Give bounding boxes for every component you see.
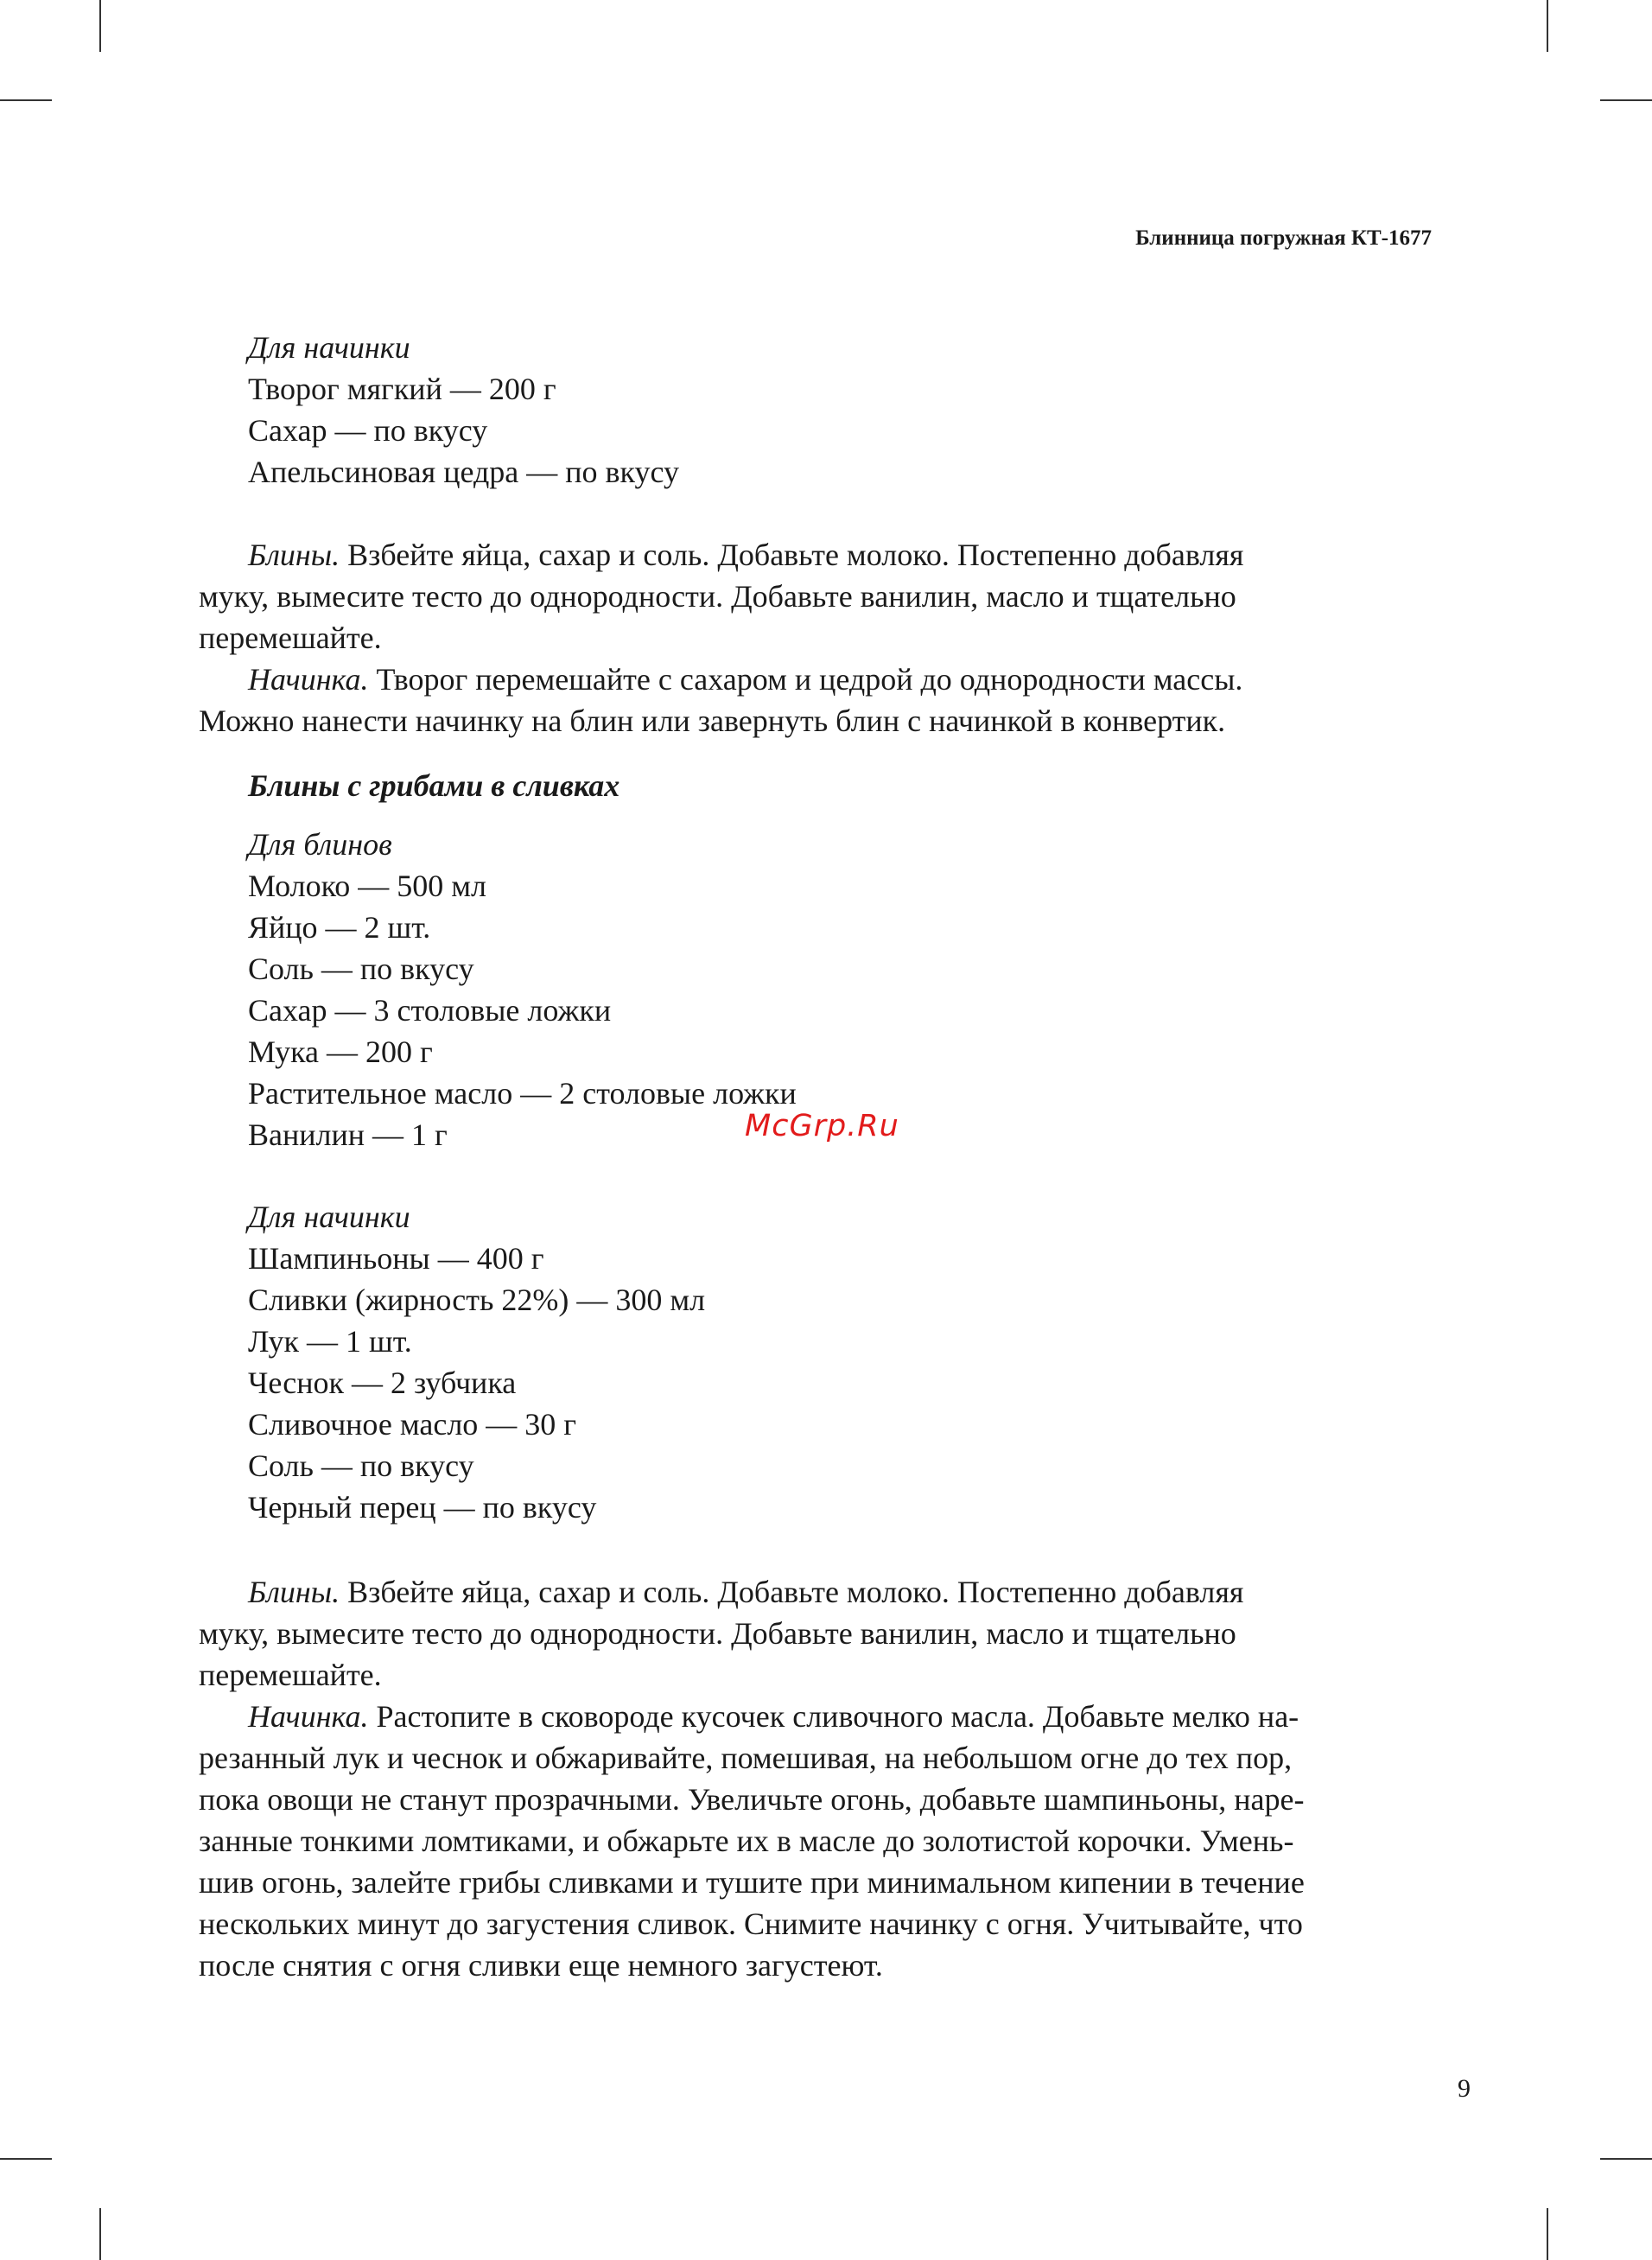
paragraph-label: Блины. — [248, 1575, 340, 1609]
crop-mark — [1547, 0, 1548, 52]
paragraph-text: перемешайте. — [199, 1658, 382, 1692]
paragraph-text: перемешайте. — [199, 621, 382, 655]
paragraph-text: Взбейте яйца, сахар и соль. Добавьте молоко. Постепенно добавляя — [340, 538, 1244, 572]
paragraph-text: муку, вымесите тесто до однородности. Добавьте ванилин, масло и тщательно — [199, 1616, 1236, 1651]
watermark: McGrp.Ru — [745, 1109, 899, 1143]
crop-mark — [1600, 99, 1652, 101]
ingredient-item: Ванилин — 1 г — [248, 1117, 448, 1152]
paragraph-text: муку, вымесите тесто до однородности. Добавьте ванилин, масло и тщательно — [199, 579, 1236, 614]
filling-heading: Для начинки — [248, 1200, 410, 1234]
paragraph-text: Растопите в сковороде кусочек сливочного масла. Добавьте мелко на- — [368, 1699, 1299, 1734]
crop-mark — [99, 2208, 101, 2260]
paragraph-text: шив огонь, залейте грибы сливками и тушите при минимальном кипении в течение — [199, 1865, 1305, 1900]
ingredient-item: Творог мягкий — 200 г — [248, 372, 556, 406]
ingredient-item: Сливки (жирность 22%) — 300 мл — [248, 1283, 706, 1317]
ingredient-item: Чеснок — 2 зубчика — [248, 1366, 517, 1400]
paragraph-text: пока овощи не станут прозрачными. Увеличьте огонь, добавьте шампиньоны, наре- — [199, 1782, 1305, 1817]
paragraph-text: Взбейте яйца, сахар и соль. Добавьте молоко. Постепенно добавляя — [340, 1575, 1244, 1609]
ingredient-item: Черный перец — по вкусу — [248, 1490, 597, 1525]
instruction-paragraph — [199, 534, 1426, 742]
filling-heading: Для начинки — [248, 330, 410, 365]
blini-heading: Для блинов — [248, 827, 392, 862]
ingredient-item: Яйцо — 2 шт. — [248, 910, 431, 945]
paragraph-label: Начинка. — [248, 1699, 369, 1734]
paragraph-text: нескольких минут до загустения сливок. Снимите начинку с огня. Учитывайте, что — [199, 1907, 1303, 1941]
paragraph-text: после снятия с огня сливки еще немного загустеют. — [199, 1948, 883, 1983]
running-header: Блинница погружная КТ-1677 — [1135, 226, 1432, 250]
ingredient-item: Шампиньоны — 400 г — [248, 1241, 544, 1276]
crop-mark — [99, 0, 101, 52]
ingredient-item: Мука — 200 г — [248, 1035, 433, 1069]
paragraph-text: Творог перемешайте с сахаром и цедрой до однородности массы. — [368, 662, 1243, 697]
paragraph-text: занные тонкими ломтиками, и обжарьте их в масле до золотистой корочки. Умень- — [199, 1824, 1294, 1858]
ingredient-item: Сливочное масло — 30 г — [248, 1407, 577, 1442]
ingredient-item: Апельсиновая цедра — по вкусу — [248, 455, 680, 489]
crop-mark — [1547, 2208, 1548, 2260]
recipe-title: Блины с грибами в сливках — [248, 768, 620, 803]
ingredient-item: Молоко — 500 мл — [248, 869, 487, 903]
paragraph-label: Блины. — [248, 538, 340, 572]
paragraph-text: Можно нанести начинку на блин или завернуть блин с начинкой в конвертик. — [199, 703, 1226, 738]
ingredient-item: Соль — по вкусу — [248, 952, 474, 986]
crop-mark — [0, 99, 52, 101]
paragraph-label: Начинка. — [248, 662, 369, 697]
ingredient-item: Лук — 1 шт. — [248, 1324, 412, 1359]
ingredient-item: Соль — по вкусу — [248, 1448, 474, 1483]
crop-mark — [0, 2158, 52, 2160]
ingredient-item: Растительное масло — 2 столовые ложки — [248, 1076, 797, 1111]
crop-mark — [1600, 2158, 1652, 2160]
page-number: 9 — [1458, 2074, 1471, 2103]
instruction-paragraph — [199, 1571, 1426, 1986]
ingredient-item: Сахар — по вкусу — [248, 413, 488, 448]
ingredient-item: Сахар — 3 столовые ложки — [248, 993, 612, 1028]
paragraph-text: резанный лук и чеснок и обжаривайте, помешивая, на небольшом огне до тех пор, — [199, 1741, 1293, 1775]
